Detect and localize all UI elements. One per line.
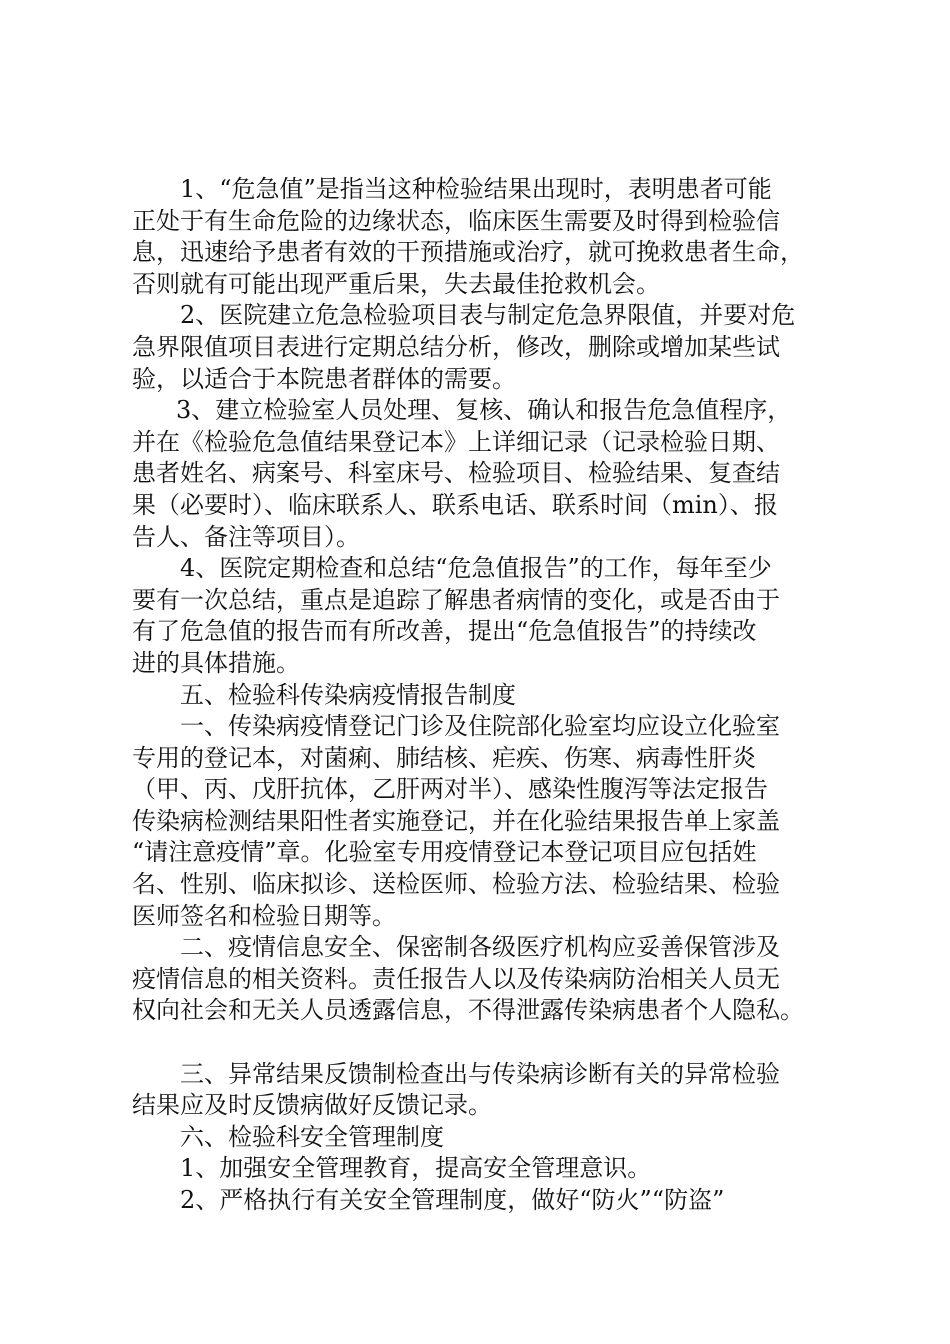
heading-text: 五、检验科传染病疫情报告制度 [180,680,516,709]
text-line: 三、异常结果反馈制检查出与传染病诊断有关的异常检验 [180,1059,780,1088]
paragraph-critical-value-definition [132,174,832,300]
text-line: 否则就有可能出现严重后果，失去最佳抢救机会。 [132,269,660,298]
text-line: 权向社会和无关人员透露信息，不得泄露传染病患者个人隐私。 [132,996,804,1025]
text-line: 1、加强安全管理教育，提高安全管理意识。 [180,1154,652,1183]
text-line: 要有一次总结，重点是追踪了解患者病情的变化，或是否由于 [132,585,780,614]
paragraph-abnormal-feedback [132,1059,832,1122]
text-line: 一、传染病疫情登记门诊及住院部化验室均应设立化验室 [180,712,780,741]
paragraph-safety-education [132,1153,832,1185]
text-line: 验，以适合于本院患者群体的需要。 [132,364,516,393]
text-line: 告人、备注等项目）。 [132,522,360,551]
text-line: “请注意疫情”章。化验室专用疫情登记本登记项目应包括姓 [132,838,757,867]
text-line: 4、医院定期检查和总结“危急值报告”的工作，每年至少 [180,554,772,583]
text-line: 息，迅速给予患者有效的干预措施或治疗，就可挽救患者生命， [132,238,804,267]
heading-text: 六、检验科安全管理制度 [180,1122,444,1151]
paragraph-epidemic-confidentiality [132,932,832,1027]
paragraph-epidemic-registration [132,711,832,932]
paragraph-safety-rules [132,1185,832,1217]
text-line: 进的具体措施。 [132,648,300,677]
text-line: 医师签名和检验日期等。 [132,901,396,930]
text-line: 3、建立检验室人员处理、复核、确认和报告危急值程序， [176,396,792,425]
text-line: 急界限值项目表进行定期总结分析，修改，删除或增加某些试 [132,332,780,361]
text-line: 专用的登记本，对菌痢、肺结核、疟疾、伤寒、病毒性肝炎 [132,743,756,772]
paragraph-critical-value-procedure [132,395,832,553]
text-line: 正处于有生命危险的边缘状态，临床医生需要及时得到检验信 [132,206,780,235]
text-line: 二、疫情信息安全、保密制各级医疗机构应妥善保管涉及 [180,933,780,962]
document-body [132,174,832,1217]
text-line: 有了危急值的报告而有所改善，提出“危急值报告”的持续改 [132,617,757,646]
text-line: 1、“危急值”是指当这种检验结果出现时，表明患者可能 [180,175,772,203]
text-line: 2、严格执行有关安全管理制度，做好“防火”“防盗” [180,1186,725,1214]
section-heading-6 [132,1122,832,1154]
paragraph-periodic-review [132,553,832,679]
section-heading-5 [132,680,832,712]
text-line: 结果应及时反馈病做好反馈记录。 [132,1091,492,1120]
text-line: 并在《检验危急值结果登记本》上详细记录（记录检验日期、 [132,427,780,456]
blank-line [132,1027,832,1059]
text-line: 疫情信息的相关资料。责任报告人以及传染病防治相关人员无 [132,964,780,993]
text-line: 2、医院建立危急检验项目表与制定危急界限值，并要对危 [180,301,796,330]
paragraph-critical-limits-table [132,300,832,395]
text-line: 名、性别、临床拟诊、送检医师、检验方法、检验结果、检验 [132,870,780,899]
text-line: 果（必要时）、临床联系人、联系电话、联系时间（min）、报 [132,490,778,519]
text-line: 传染病检测结果阳性者实施登记，并在化验结果报告单上家盖 [132,806,780,835]
text-line: （甲、丙、戊肝抗体，乙肝两对半）、感染性腹泻等法定报告 [132,775,768,804]
text-line: 患者姓名、病案号、科室床号、检验项目、检验结果、复查结 [132,459,780,488]
